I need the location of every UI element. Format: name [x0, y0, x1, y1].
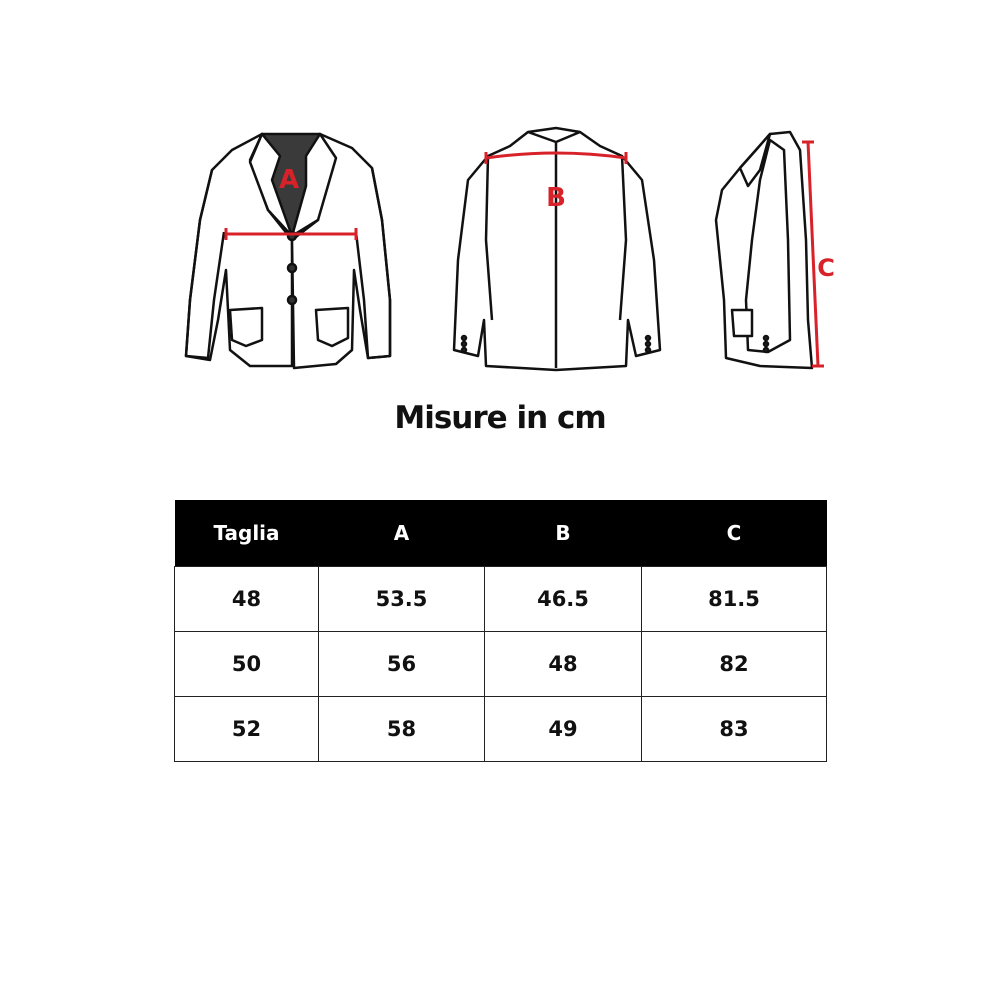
table-header-row — [175, 500, 827, 567]
cell-size: 50 — [175, 632, 319, 697]
cell-b: 46.5 — [485, 567, 642, 632]
table-row — [175, 697, 827, 762]
cell-c: 82 — [642, 632, 827, 697]
page-title: Misure in cm — [394, 400, 606, 436]
table-row — [175, 632, 827, 697]
table-row — [175, 567, 827, 632]
jacket-back-view — [454, 128, 660, 370]
cell-a: 58 — [319, 697, 485, 762]
jacket-illustrations — [0, 0, 1000, 400]
column-header-b: B — [485, 500, 642, 567]
column-header-taglia: Taglia — [175, 500, 319, 567]
cell-c: 81.5 — [642, 567, 827, 632]
cell-a: 56 — [319, 632, 485, 697]
marker-a: A — [278, 165, 300, 195]
cell-a: 53.5 — [319, 567, 485, 632]
cell-size: 52 — [175, 697, 319, 762]
size-table — [174, 500, 827, 762]
jacket-side-view — [716, 132, 812, 368]
cell-size: 48 — [175, 567, 319, 632]
marker-c: C — [817, 254, 835, 282]
cell-b: 48 — [485, 632, 642, 697]
cell-b: 49 — [485, 697, 642, 762]
column-header-a: A — [319, 500, 485, 567]
cell-c: 83 — [642, 697, 827, 762]
marker-b: B — [546, 183, 566, 213]
column-header-c: C — [642, 500, 827, 567]
